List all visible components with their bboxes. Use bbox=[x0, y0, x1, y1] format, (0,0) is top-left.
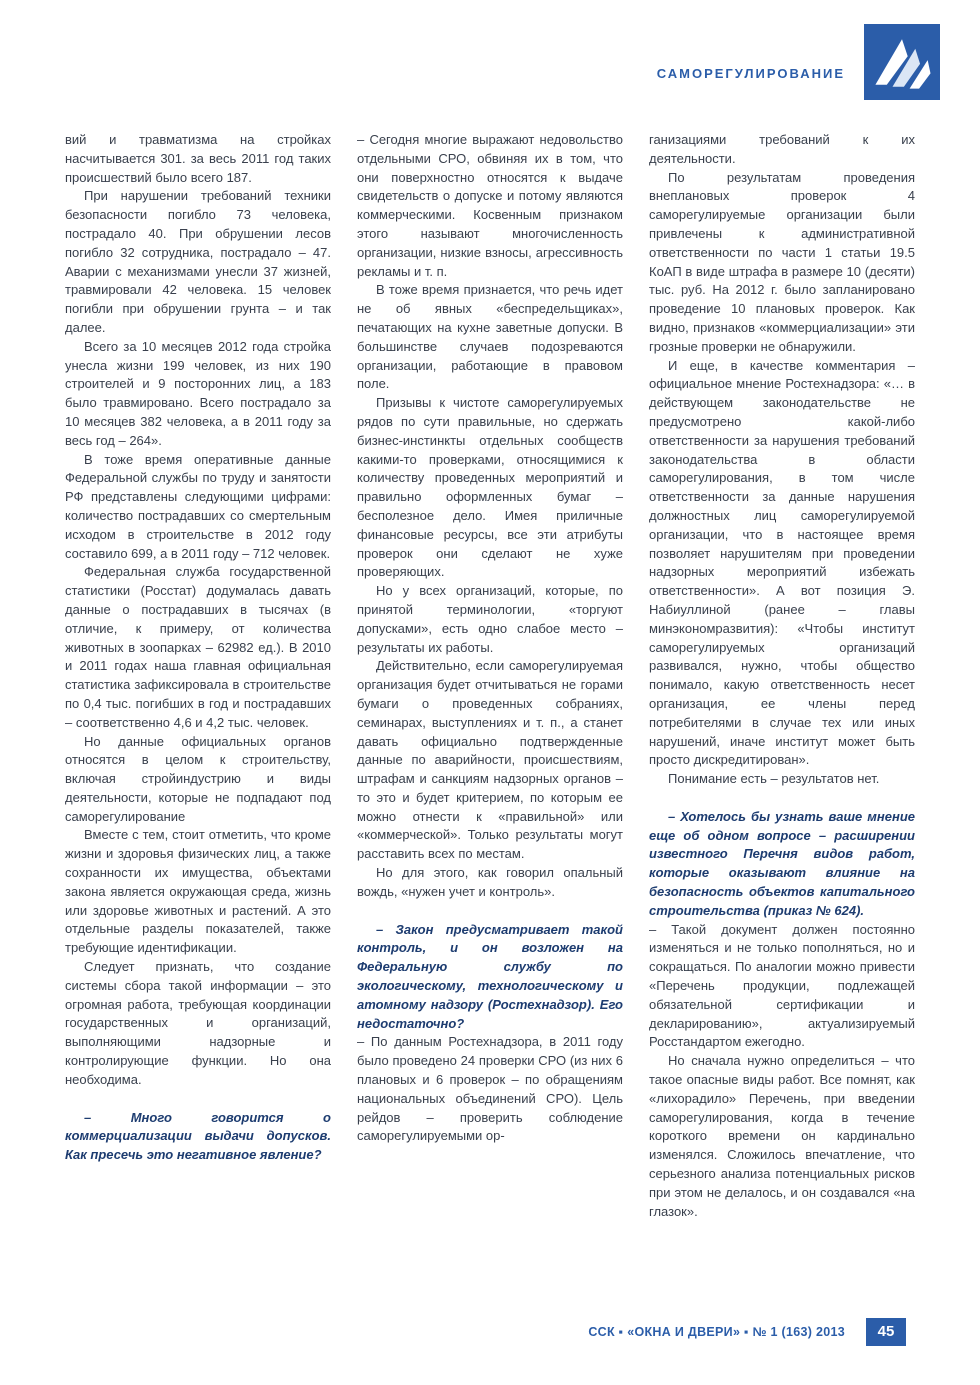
section-label: САМОРЕГУЛИРОВАНИЕ bbox=[656, 66, 845, 81]
body-paragraph: Следует признать, что создание системы сбора такой информации – это огромная работа, требующая координации государственных и организаций, выполняющими надзорные и контролирующие функции. Но она необходима. bbox=[65, 959, 331, 1087]
interview-question: – Хотелось бы узнать ваше мнение еще об одном вопросе – расширении известного Перечня видов работ, которые оказывают влияние на безопасность объектов капитального строительства (приказ № 624). bbox=[649, 808, 915, 918]
footer-journal-info: ССК ▪ «ОКНА И ДВЕРИ» ▪ № 1 (163) 2013 bbox=[588, 1325, 845, 1339]
column-3 bbox=[649, 131, 915, 1290]
body-paragraph: И еще, в качестве комментария – официальное мнение Ростехнадзора: «… в действующем законодательстве не предусмотрено какой-либо ответственности за нарушения требований законодательства в области саморегулирования, в том числе ответственности за данные нарушения должностных лиц саморегулируемой организации, что в настоящее время позволяет нарушителям при проведении надзорных мероприятий избежать ответственности». А вот позиция Э. Набиуллиной (ранее – главы минэкономразвития): «Чтобы институт саморегулируемых организаций развивался, нужно, чтобы общество понимало, какую ответственность несет организация, ее члены перед потребителями в случае тех или иных нарушений, иначе институт может быть просто дискредитирован». bbox=[649, 357, 915, 768]
body-paragraph: Но у всех организаций, которые, по принятой терминологии, «торгуют допусками», есть одно слабое место – результаты их работы. bbox=[357, 583, 623, 655]
body-paragraph: По результатам проведения внеплановых проверок 4 саморегулируемые организации были привлечены к административной ответственности по части 1 статьи 19.5 КоАП в виде штрафа в размере 10 (десяти) тыс. руб. На 2012 г. было запланировано проведение 10 плановых проверок. Как видно, признаков «коммерциализации» эти грозные проверки не обнаружили. bbox=[649, 169, 915, 354]
body-paragraph: Федеральная служба государственной статистики (Росстат) додумалась давать данные о пострадавших в тысячах (в отличие, к примеру, от количества животных в зоопарках – 62982 ед.). В 2010 и 2011 годах наша главная официальная статистика зафиксировала в строительстве по 0,4 тыс. погибших в год и пострадавших – соответственно 4,6 и 4,2 тыс. человек. bbox=[65, 564, 331, 730]
body-paragraph: Но данные официальных органов относятся в целом к строительству, включая стройиндустрию и виды деятельности, которые не подпадают под саморегулирование bbox=[65, 733, 331, 824]
body-paragraph: В тоже время признается, что речь идет не об явных «беспредельщиках», печатающих на кухне заветные допуски. В большинстве случаев подозреваются организации, работающие в правовом поле. bbox=[357, 282, 623, 392]
body-paragraph: – Такой документ должен постоянно изменяться и не только пополняться, но и сокращаться. По аналогии можно привести «Перечень продукции, подлежащей обязательной сертификации и декларированию», актуализируемый Росстандартом ежегодно. bbox=[649, 921, 915, 1050]
body-paragraph: Всего за 10 месяцев 2012 года стройка унесла жизни 199 человек, из них 190 строителей и 9 посторонних лиц, а 183 было травмировано. Всего пострадало за 10 месяцев 382 человека, а в 2011 году за весь год – 264». bbox=[65, 338, 331, 448]
body-paragraph: Действительно, если саморегулируемая организация будет отчитываться не горами бумаги о проведенных собраниях, семинарах, выступлениях и т. п., а станет давать официально подтвержденные данные по аварийности, происшествиям, штрафам и санкциям надзорных органов – то это и будет критерием, по которым ее можно отнести к «правильной» или «коммерческой». Только результаты могут расставить всех по местам. bbox=[357, 658, 623, 862]
body-paragraph: Но для этого, как говорил опальный вождь, «нужен учет и контроль». bbox=[357, 865, 623, 899]
interview-question: – Закон предусматривает такой контроль, и он возложен на Федеральную службу по экологическому, технологическому и атомному надзору (Ростехнадзор). Его недостаточно? bbox=[357, 921, 623, 1031]
page-number: 45 bbox=[866, 1318, 906, 1346]
body-paragraph: – По данным Ростехнадзора, в 2011 году было проведено 24 проверки СРО (из них 6 плановых и 6 проверок – по обращениям национальных объединений СРО). Цель рейдов – проверить соблюдение саморегулируемыми ор- bbox=[357, 1034, 623, 1144]
body-paragraph: Вместе с тем, стоит отметить, что кроме жизни и здоровья физических лиц, а также сохранности их имущества, объектами закона является окружающая среда, жизнь или здоровье животных и растений. А это отдельные разделы показателей, также требующие идентификации. bbox=[65, 827, 331, 956]
body-paragraph: вий и травматизма на стройках насчитывается 301. за весь 2011 год таких происшествий было всего 187. bbox=[65, 132, 331, 185]
column-1 bbox=[65, 131, 331, 1290]
body-paragraph: ганизациями требований к их деятельности. bbox=[649, 132, 915, 166]
body-paragraph: Но сначала нужно определиться – что такое опасные виды работ. Все помнят, как «лихорадило» Перечень, при введении саморегулирования, когда в течение короткого времени он кардинально изменялся. Сложилось впечатление, что серьезного анализа потенциальных рисков при этом не делалось, и он создавался «на глазок». bbox=[649, 1053, 915, 1219]
body-paragraph: Понимание есть – результатов нет. bbox=[668, 771, 880, 787]
body-paragraph: – Сегодня многие выражают недовольство отдельными СРО, обвиняя их в том, что они поверхностно относятся к выдаче свидетельств о допуске и потому являются коммерческими. Косвенным признаком этого называют многочисленность организации, низкие взносы, агрессивность рекламы и т. п. bbox=[357, 132, 623, 279]
article-columns bbox=[65, 131, 915, 1290]
publisher-logo-icon bbox=[864, 24, 940, 100]
logo-graphic bbox=[864, 24, 940, 100]
body-paragraph: Призывы к чистоте саморегулируемых рядов по сути правильные, но сдержать бизнес-инстинкты отдельных сообществ какими-то проверками, относящимися к количеству проведенных мероприятий и правильно оформленных бумаг – бесполезное дело. Имея приличные финансовые ресурсы, все эти атрибуты проверок они сделают не хуже проверяющих. bbox=[357, 395, 623, 580]
body-paragraph: В тоже время оперативные данные Федеральной службы по труду и занятости РФ представлены следующими цифрами: количество пострадавших со смертельным исходом в строительстве в 2012 году составило 699, а в 2011 году – 712 человек. bbox=[65, 451, 331, 561]
interview-question: – Много говорится о коммерциализации выдачи допусков. Как пресечь это негативное явление? bbox=[65, 1109, 331, 1163]
body-paragraph: При нарушении требований техники безопасности погибло 73 человека, пострадало 40. При обрушении лесов погибло 32 сотрудника, пострадало – 47. Аварии с механизмами унесли 37 жизней, травмировали 42 человека. 15 человек погибли при обрушении грунта – и так далее. bbox=[65, 188, 331, 335]
column-2 bbox=[357, 131, 623, 1290]
